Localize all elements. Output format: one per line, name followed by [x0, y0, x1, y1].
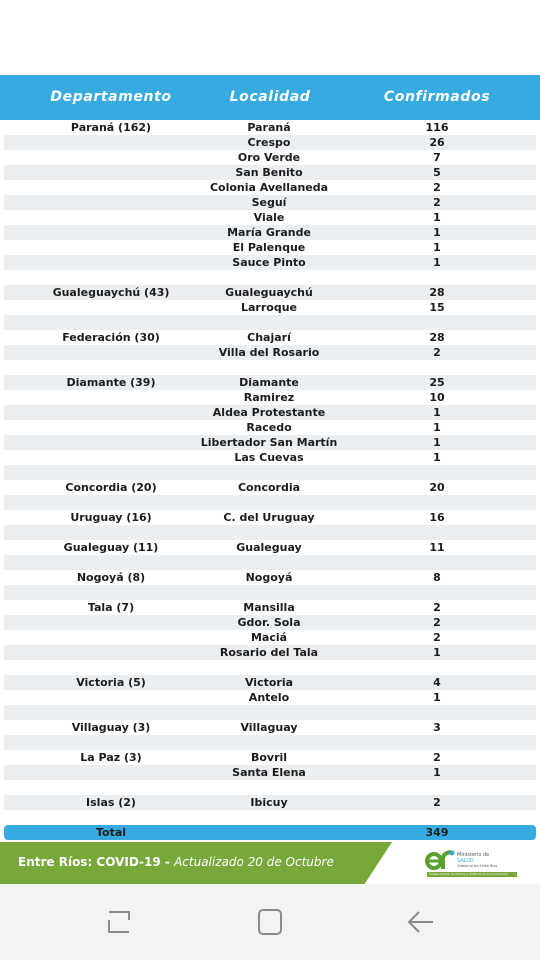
- table-row: [4, 660, 536, 675]
- table-row: [4, 780, 536, 795]
- confirmados-cell: 8: [433, 571, 441, 584]
- logo-ministerio: Ministerio de: [457, 852, 490, 858]
- localidad-cell: Ibicuy: [250, 796, 288, 809]
- confirmados-cell: 1: [433, 646, 441, 659]
- localidad-cell: Gualeguaychú: [225, 286, 313, 299]
- cases-table: [4, 120, 536, 825]
- logo-gobierno: Gobierno de Entre Ríos: [457, 864, 498, 868]
- ministry-logo: [425, 848, 525, 882]
- banner-text: [18, 855, 334, 869]
- departamento-cell: Federación (30): [62, 331, 160, 344]
- header-departamento: Departamento: [50, 89, 172, 105]
- header-confirmados: Confirmados: [383, 89, 491, 105]
- confirmados-cell: 2: [433, 601, 441, 614]
- confirmados-cell: 20: [429, 481, 445, 494]
- localidad-cell: Villaguay: [240, 721, 298, 734]
- localidad-cell: C. del Uruguay: [223, 511, 315, 524]
- localidad-cell: El Palenque: [232, 241, 306, 254]
- confirmados-cell: 1: [433, 691, 441, 704]
- confirmados-cell: 1: [433, 451, 441, 464]
- localidad-cell: Aldea Protestante: [212, 406, 326, 419]
- localidad-cell: Gualeguay: [236, 541, 302, 554]
- confirmados-cell: 2: [433, 196, 441, 209]
- localidad-cell: Diamante: [239, 376, 299, 389]
- table-row: [4, 495, 536, 510]
- confirmados-cell: 116: [425, 121, 449, 134]
- table-row: [4, 750, 536, 765]
- localidad-cell: Antelo: [248, 691, 290, 704]
- table-row: [4, 720, 536, 735]
- localidad-cell: Las Cuevas: [234, 451, 304, 464]
- localidad-cell: Paraná: [247, 121, 291, 134]
- confirmados-cell: 4: [433, 676, 441, 689]
- home-icon[interactable]: [250, 904, 290, 940]
- confirmados-cell: 25: [429, 376, 445, 389]
- localidad-cell: Villa del Rosario: [218, 346, 320, 359]
- table-row: [4, 255, 536, 270]
- table-row: [4, 450, 536, 465]
- confirmados-cell: 2: [433, 796, 441, 809]
- table-row: [4, 345, 536, 360]
- confirmados-cell: 3: [433, 721, 441, 734]
- table-row: [4, 810, 536, 825]
- table-row: [4, 150, 536, 165]
- confirmados-cell: 2: [433, 616, 441, 629]
- table-row: [4, 300, 536, 315]
- confirmados-cell: 1: [433, 766, 441, 779]
- localidad-cell: Chajarí: [247, 331, 291, 344]
- departamento-cell: Gualeguaychú (43): [52, 286, 170, 299]
- table-row: [4, 525, 536, 540]
- departamento-cell: Islas (2): [86, 796, 136, 809]
- confirmados-cell: 1: [433, 211, 441, 224]
- localidad-cell: Victoria: [244, 676, 294, 689]
- table-row: [4, 315, 536, 330]
- table-row: [4, 705, 536, 720]
- localidad-cell: Seguí: [251, 196, 287, 209]
- table-row: [4, 225, 536, 240]
- departamento-cell: Gualeguay (11): [63, 541, 159, 554]
- table-row: [4, 465, 536, 480]
- confirmados-cell: 5: [433, 166, 441, 179]
- confirmados-cell: 2: [433, 181, 441, 194]
- total-value: 349: [425, 826, 449, 839]
- table-row: [4, 165, 536, 180]
- localidad-cell: Bovril: [250, 751, 288, 764]
- table-row: [4, 570, 536, 585]
- localidad-cell: Racedo: [246, 421, 292, 434]
- table-row: [4, 285, 536, 300]
- back-arrow-icon[interactable]: [401, 904, 441, 940]
- localidad-cell: Crespo: [247, 136, 291, 149]
- table-row: [4, 690, 536, 705]
- table-row: [4, 510, 536, 525]
- localidad-cell: Larroque: [240, 301, 298, 314]
- confirmados-cell: 11: [429, 541, 445, 554]
- table-row: [4, 765, 536, 780]
- localidad-cell: María Grande: [227, 226, 311, 239]
- table-row: [4, 120, 536, 135]
- table-row: [4, 645, 536, 660]
- table-row: [4, 795, 536, 810]
- header-localidad: Localidad: [229, 89, 311, 105]
- table-header: [0, 75, 540, 120]
- confirmados-cell: 16: [429, 511, 445, 524]
- localidad-cell: Rosario del Tala: [219, 646, 319, 659]
- localidad-cell: Oro Verde: [237, 151, 301, 164]
- table-row: [4, 360, 536, 375]
- departamento-cell: Uruguay (16): [70, 511, 152, 524]
- confirmados-cell: 1: [433, 406, 441, 419]
- confirmados-cell: 1: [433, 436, 441, 449]
- confirmados-cell: 7: [433, 151, 441, 164]
- confirmados-cell: 2: [433, 751, 441, 764]
- departamento-cell: La Paz (3): [80, 751, 142, 764]
- table-row: [4, 405, 536, 420]
- table-row: [4, 735, 536, 750]
- logo-salud: SALUD: [457, 858, 474, 864]
- total-label: Total: [95, 826, 127, 839]
- android-nav-bar: [0, 884, 540, 960]
- table-row: [4, 135, 536, 150]
- departamento-cell: Diamante (39): [66, 376, 156, 389]
- localidad-cell: Viale: [253, 211, 285, 224]
- departamento-cell: Paraná (162): [70, 121, 152, 134]
- table-row: [4, 330, 536, 345]
- confirmados-cell: 26: [429, 136, 445, 149]
- departamento-cell: Nogoyá (8): [76, 571, 146, 584]
- table-row: [4, 540, 536, 555]
- table-row: [4, 675, 536, 690]
- er-logo-icon: [425, 848, 457, 872]
- table-row: [4, 210, 536, 225]
- localidad-cell: Santa Elena: [232, 766, 306, 779]
- confirmados-cell: 2: [433, 346, 441, 359]
- confirmados-cell: 1: [433, 256, 441, 269]
- recents-icon[interactable]: [99, 904, 139, 940]
- table-row: [4, 420, 536, 435]
- confirmados-cell: 28: [429, 286, 445, 299]
- confirmados-cell: 10: [429, 391, 445, 404]
- banner-title: Entre Ríos: COVID-19 -: [18, 855, 175, 869]
- localidad-cell: Nogoyá: [245, 571, 293, 584]
- table-row: [4, 555, 536, 570]
- localidad-cell: Sauce Pinto: [232, 256, 306, 269]
- table-row: [4, 615, 536, 630]
- departamento-cell: Victoria (5): [76, 676, 146, 689]
- table-row: [4, 240, 536, 255]
- table-row: [4, 195, 536, 210]
- table-row: [4, 375, 536, 390]
- table-row: [4, 600, 536, 615]
- table-row: [4, 390, 536, 405]
- status-area: [0, 0, 540, 75]
- localidad-cell: Gdor. Sola: [237, 616, 301, 629]
- confirmados-cell: 28: [429, 331, 445, 344]
- localidad-cell: Mansilla: [243, 601, 295, 614]
- confirmados-cell: 15: [429, 301, 445, 314]
- localidad-cell: Ramirez: [243, 391, 295, 404]
- confirmados-cell: 1: [433, 241, 441, 254]
- table-row: [4, 480, 536, 495]
- localidad-cell: San Benito: [235, 166, 303, 179]
- confirmados-cell: 1: [433, 421, 441, 434]
- departamento-cell: Villaguay (3): [71, 721, 151, 734]
- table-row: [4, 630, 536, 645]
- departamento-cell: Concordia (20): [65, 481, 157, 494]
- confirmados-cell: 2: [433, 631, 441, 644]
- confirmados-cell: 1: [433, 226, 441, 239]
- localidad-cell: Colonia Avellaneda: [209, 181, 329, 194]
- table-row: [4, 585, 536, 600]
- banner-subtitle: Actualizado 20 de Octubre: [174, 855, 334, 869]
- logo-strip: Subsecretaría de Prensa y Políticas de Comunicación: [427, 872, 517, 877]
- table-row: [4, 435, 536, 450]
- table-row: [4, 270, 536, 285]
- total-row: [4, 825, 536, 840]
- localidad-cell: Libertador San Martín: [200, 436, 338, 449]
- departamento-cell: Tala (7): [87, 601, 135, 614]
- localidad-cell: Maciá: [250, 631, 288, 644]
- localidad-cell: Concordia: [237, 481, 301, 494]
- table-row: [4, 180, 536, 195]
